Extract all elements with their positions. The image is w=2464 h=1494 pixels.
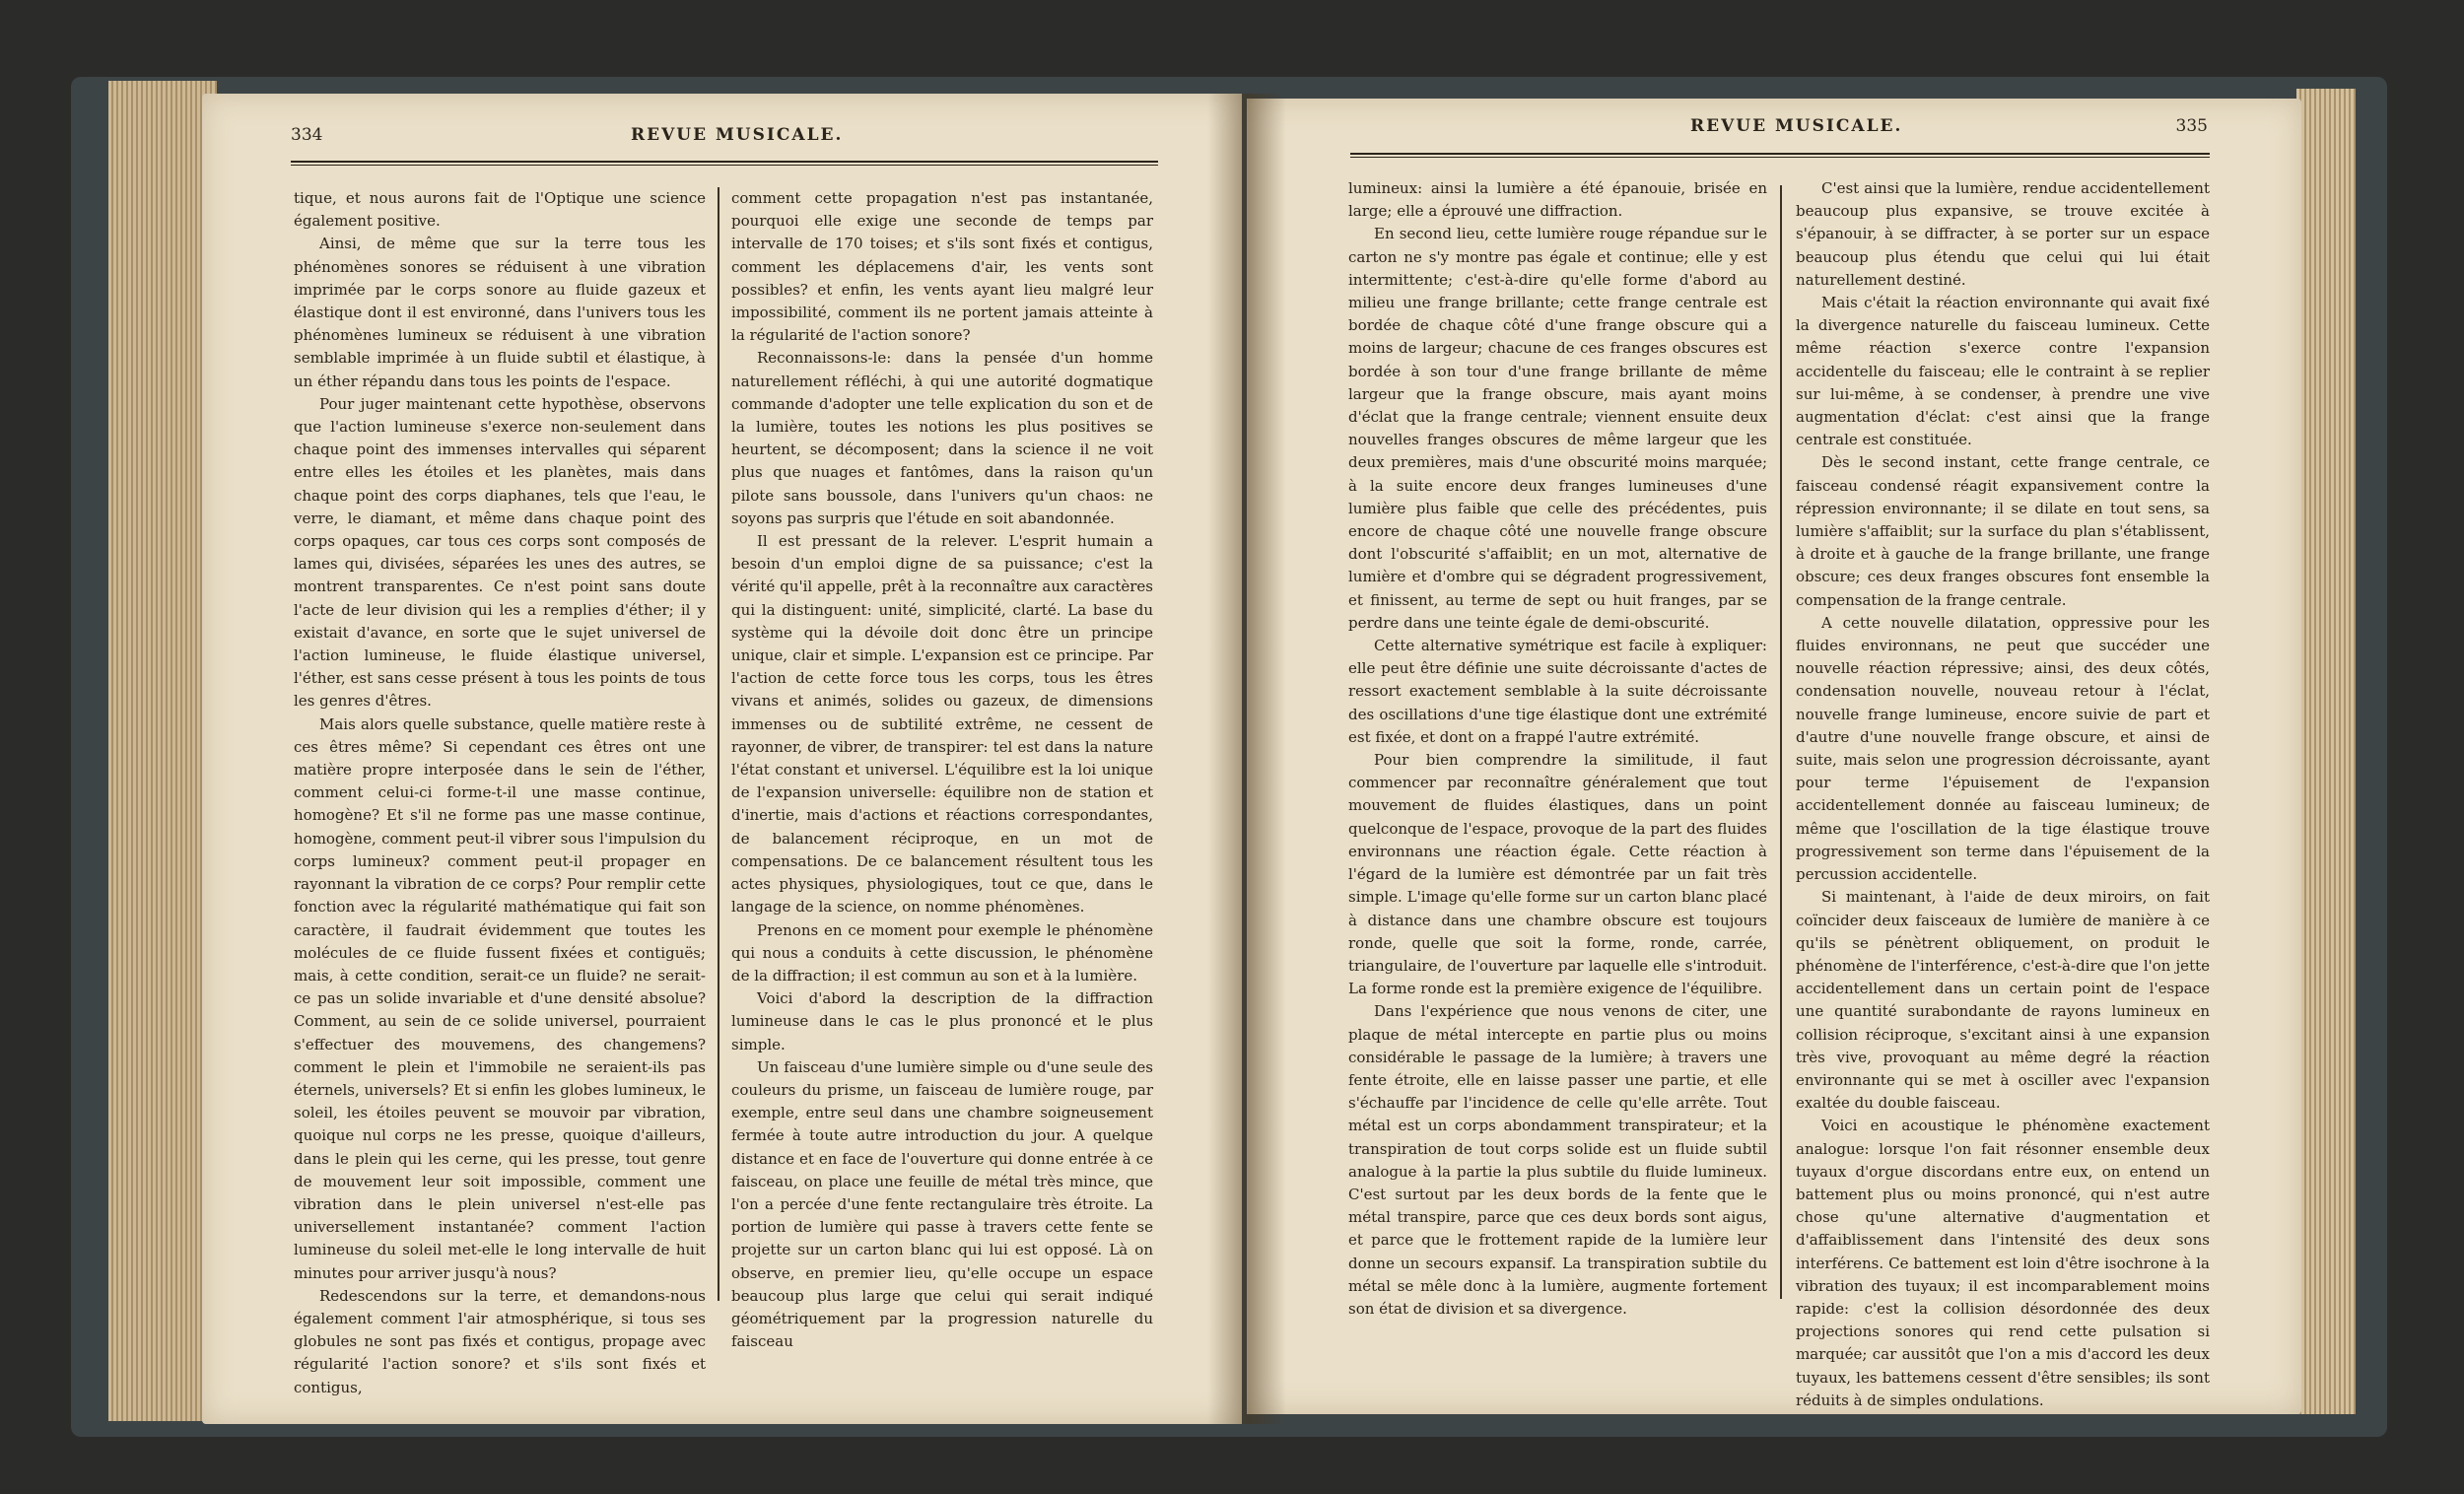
right-header-rule: [1350, 153, 2210, 158]
right-page-number: 335: [2175, 116, 2208, 136]
paragraph: Il est pressant de la relever. L'esprit humain a besoin d'un emploi digne de sa puissance; c'est la vérité qu'il appelle, prêt à la reconnaître aux caractères qui la distinguent: unité, simplicité, clarté. La base du système qui la dévoile doit donc être un principe unique, clair et simple. L'expansion est ce principe. Par l'action de cette force tous les corps, tous les êtres vivans et animés, solides ou gazeux, de dimensions immenses ou de subtilité extrême, ne cessent de rayonner, de vibrer, de transpirer: tel est dans la nature l'état constant et universel. L'équilibre est la loi unique de l'expansion universelle: équilibre non de station et d'inertie, mais d'actions et réactions correspondantes, de balancement réciproque, en un mot de compensations. De ce balancement résultent tous les actes physiques, physiologiques, tout ce que, dans le langage de la science, on nomme phénomènes.: [731, 532, 1153, 917]
paragraph: En second lieu, cette lumière rouge répandue sur le carton ne s'y montre pas égale et continue; elle y est intermittente; c'est-à-dire qu'elle forme d'abord au milieu une frange brillante; cette frange centrale est bordée de chaque côté d'une frange obscure qui a moins de largeur; chacune de ces franges obscures est bordée à son tour d'une frange brillante de même largeur que la frange obscure, mais ayant moins d'éclat que la frange centrale; viennent ensuite deux nouvelles franges obscures de même largeur que les deux premières, mais d'une obscurité moins marquée; à la suite encore deux franges lumineuses d'une lumière plus faible que celle des précédentes, puis encore de chaque côté une nouvelle frange obscure dont l'obscurité s'affaiblit; en un mot, alternative de lumière et d'ombre qui se dégradent progressivement, et finissent, au terme de sept ou huit franges, par se perdre dans une teinte égale de demi-obscurité.: [1348, 225, 1767, 632]
book-gutter: [1207, 94, 1286, 1424]
paragraph: Voici en acoustique le phénomène exactement analogue: lorsque l'on fait résonner ensemble deux tuyaux d'orgue discordans entre eux, on entend un battement plus ou moins prononcé, qui n'est autre chose qu'une alternative d'augmentation et d'affaiblissement dans l'intensité des deux sons interférens. Ce battement est loin d'être isochrone à la vibration des tuyaux; il est incomparablement moins rapide: c'est la collision désordonnée des deux projections sonores qui rend cette pulsation si marquée; car aussitôt que l'on a mis d'accord les deux tuyaux, les battemens cessent d'être sensibles; ils sont réduits à de simples ondulations.: [1796, 1117, 2210, 1409]
left-header-rule: [291, 161, 1158, 166]
right-page-column-1: [1348, 177, 1767, 1321]
paragraph: comment cette propagation n'est pas instantanée, pourquoi elle exige une seconde de temps par intervalle de 170 toises; et s'ils sont fixés et contigus, comment les déplacemens d'air, les vents sont possibles? et enfin, les vents ayant lieu malgré leur impossibilité, comment ils ne portent jamais atteinte à la régularité de l'action sonore?: [731, 189, 1153, 345]
paragraph: Dès le second instant, cette frange centrale, ce faisceau condensé réagit expansivement contre la répression environnante; il se dilate en tout sens, sa lumière s'affaiblit; sur la surface du plan s'établissent, à droite et à gauche de la frange brillante, une frange obscure; ces deux franges obscures font ensemble la compensation de la frange centrale.: [1796, 453, 2210, 609]
right-page-edges: [2296, 89, 2356, 1414]
left-page-column-1: [294, 187, 706, 1399]
paragraph: Dans l'expérience que nous venons de citer, une plaque de métal intercepte en partie plus ou moins considérable le passage de la lumière; à travers une fente étroite, elle en laisse passer une partie, et elle s'échauffe par l'incidence de celle qu'elle arrête. Tout métal est un corps abondamment transpirateur; et la transpiration de tout corps solide est un fluide subtil analogue à la partie la plus subtile du fluide lumineux. C'est surtout par les deux bords de la fente que le métal transpire, parce que ces deux bords sont aigus, et parce que le frottement rapide de la lumière leur donne un secours expansif. La transpiration subtile du métal se mêle donc à la lumière, augmente fortement son état de division et sa divergence.: [1348, 1002, 1767, 1318]
paragraph: Reconnaissons-le: dans la pensée d'un homme naturellement réfléchi, à qui une autorité dogmatique commande d'adopter une telle explication du son et de la lumière, toutes les notions les plus positives se heurtent, se décomposent; dans la science il ne voit plus que nuages et fantômes, dans la raison qu'un pilote sans boussole, dans l'univers qu'un chaos: ne soyons pas surpris que l'étude en soit abandonnée.: [731, 349, 1153, 527]
paragraph: Mais alors quelle substance, quelle matière reste à ces êtres même? Si cependant ces êtres ont une matière propre interposée dans le sein de l'éther, comment celui-ci forme-t-il une masse continue, homogène? Et s'il ne forme pas une masse continue, homogène, comment peut-il vibrer sous l'impulsion du corps lumineux? comment peut-il propager en rayonnant la vibration de ce corps? Pour remplir cette fonction avec la régularité mathématique qui fait son caractère, il faudrait évidemment que toutes les molécules de ce fluide fussent fixées et contiguës; mais, à cette condition, serait-ce un fluide? ne serait-ce pas un solide invariable et d'une densité absolue? Comment, au sein de ce solide universel, pourraient s'effectuer des mouvemens, des changemens? comment le plein et l'immobile ne seraient-ils pas éternels, universels? Et si enfin les globes lumineux, le soleil, les étoiles peuvent se mouvoir par vibration, quoique nul corps ne les presse, quoique d'ailleurs, dans le plein qui les cerne, qui les presse, tout genre de mouvement leur soit impossible, comment une vibration dans le plein universel n'est-elle pas universellement instantanée? comment l'action lumineuse du soleil met-elle le long intervalle de huit minutes pour arriver jusqu'à nous?: [294, 714, 706, 1282]
left-page-number: 334: [291, 125, 323, 145]
paragraph: Pour juger maintenant cette hypothèse, observons que l'action lumineuse s'exerce non-seulement dans chaque point des immenses intervalles qui séparent entre elles les étoiles et les planètes, mais dans chaque point des corps diaphanes, tels que l'eau, le verre, le diamant, et même dans chaque point des corps opaques, car tous ces corps sont composés de lames qui, divisées, séparées les unes des autres, se montrent transparentes. Ce n'est point sans doute l'acte de leur division qui les a remplies d'éther; il y existait d'avance, en sorte que le sujet universel de l'action lumineuse, le fluide élastique universel, l'éther, est sans cesse présent à tous les points de tous les genres d'êtres.: [294, 394, 706, 711]
left-running-title: REVUE MUSICALE.: [631, 125, 844, 145]
paragraph: Prenons en ce moment pour exemple le phénomène qui nous a conduits à cette discussion, le phénomène de la diffraction; il est commun au son et à la lumière.: [731, 920, 1153, 985]
left-page-edges: [108, 81, 217, 1421]
paragraph: C'est ainsi que la lumière, rendue accidentellement beaucoup plus expansive, se trouve excitée à s'épanouir, à se diffracter, à se porter sur un espace beaucoup plus étendu que celui qui lui était naturellement destiné.: [1796, 179, 2210, 289]
right-page-column-2: [1796, 177, 2210, 1412]
paragraph: Voici d'abord la description de la diffraction lumineuse dans le cas le plus prononcé et le plus simple.: [731, 989, 1153, 1053]
paragraph: Redescendons sur la terre, et demandons-nous également comment l'air atmosphérique, si tous ses globules ne sont pas fixés et contigus, propage avec régularité l'action sonore? et s'ils sont fixés et contigus,: [294, 1286, 706, 1396]
paragraph: tique, et nous aurons fait de l'Optique une science également positive.: [294, 189, 706, 231]
paragraph: Mais c'était la réaction environnante qui avait fixé la divergence naturelle du faisceau lumineux. Cette même réaction s'exerce contre l'expansion accidentelle du faisceau; elle le contraint à se replier sur lui-même, à se condenser, à prendre une vive augmentation d'éclat: c'est ainsi que la frange centrale est constituée.: [1796, 294, 2210, 449]
paragraph: Cette alternative symétrique est facile à expliquer: elle peut être définie une suite décroissante d'actes de ressort exactement semblable à la suite décroissante des oscillations d'une tige élastique dont une extrémité est fixée, et dont on a frappé l'autre extrémité.: [1348, 637, 1767, 746]
right-page-header: [1350, 116, 2208, 146]
paragraph: lumineux: ainsi la lumière a été épanouie, brisée en large; elle a éprouvé une diffraction.: [1348, 179, 1767, 221]
left-page-header: [291, 125, 1158, 155]
paragraph: Pour bien comprendre la similitude, il faut commencer par reconnaître généralement que tout mouvement de fluides élastiques, dans un point quelconque de l'espace, provoque de la part des fluides environnans une réaction égale. Cette réaction à l'égard de la lumière est démontrée par un fait très simple. L'image qu'elle forme sur un carton blanc placé à distance dans une chambre obscure est toujours ronde, quelle que soit la forme, ronde, carrée, triangulaire, de l'ouverture par laquelle elle s'introduit. La forme ronde est la première exigence de l'équilibre.: [1348, 751, 1767, 998]
paragraph: Si maintenant, à l'aide de deux miroirs, on fait coïncider deux faisceaux de lumière de manière à ce qu'ils se pénètrent obliquement, on produit le phénomène de l'interférence, c'est-à-dire que l'on jette accidentellement dans un certain point de l'espace une quantité surabondante de rayons lumineux en collision réciproque, s'excitant ainsi à une expansion très vive, provoquant au même degré la réaction environnante qui se met à osciller avec l'expansion exaltée du double faisceau.: [1796, 888, 2210, 1113]
paragraph: Ainsi, de même que sur la terre tous les phénomènes sonores se réduisent à une vibration imprimée par le corps sonore au fluide gazeux et élastique dont il est environné, dans l'univers tous les phénomènes lumineux se réduisent à une vibration semblable imprimée à un fluide subtil et élastique, à un éther répandu dans tous les points de l'espace.: [294, 235, 706, 390]
right-column-divider: [1780, 185, 1782, 1299]
right-running-title: REVUE MUSICALE.: [1690, 116, 1903, 136]
left-column-divider: [718, 187, 719, 1301]
paragraph: A cette nouvelle dilatation, oppressive pour les fluides environnans, ne peut que succéder une nouvelle réaction répressive; ainsi, des deux côtés, condensation nouvelle, nouveau retour à l'éclat, nouvelle frange lumineuse, encore suivie de part et d'autre d'une nouvelle frange obscure, et ainsi de suite, mais selon une progression décroissante, ayant pour terme l'épuisement de l'expansion accidentellement donnée au faisceau lumineux; de même que l'oscillation de la tige élastique trouve progressivement son terme dans l'épuisement de la percussion accidentelle.: [1796, 613, 2210, 884]
left-page-column-2: [731, 187, 1153, 1353]
paragraph: Un faisceau d'une lumière simple ou d'une seule des couleurs du prisme, un faisceau de lumière rouge, par exemple, entre seul dans une chambre soigneusement fermée à toute autre introduction du jour. A quelque distance et en face de l'ouverture qui donne entrée à ce faisceau, on place une feuille de métal très mince, que l'on a percée d'une fente rectangulaire très étroite. La portion de lumière qui passe à travers cette fente se projette sur un carton blanc qui lui est opposé. Là on observe, en premier lieu, qu'elle occupe un espace beaucoup plus large que celui qui serait indiqué géométriquement par la progression naturelle du faisceau: [731, 1057, 1153, 1351]
